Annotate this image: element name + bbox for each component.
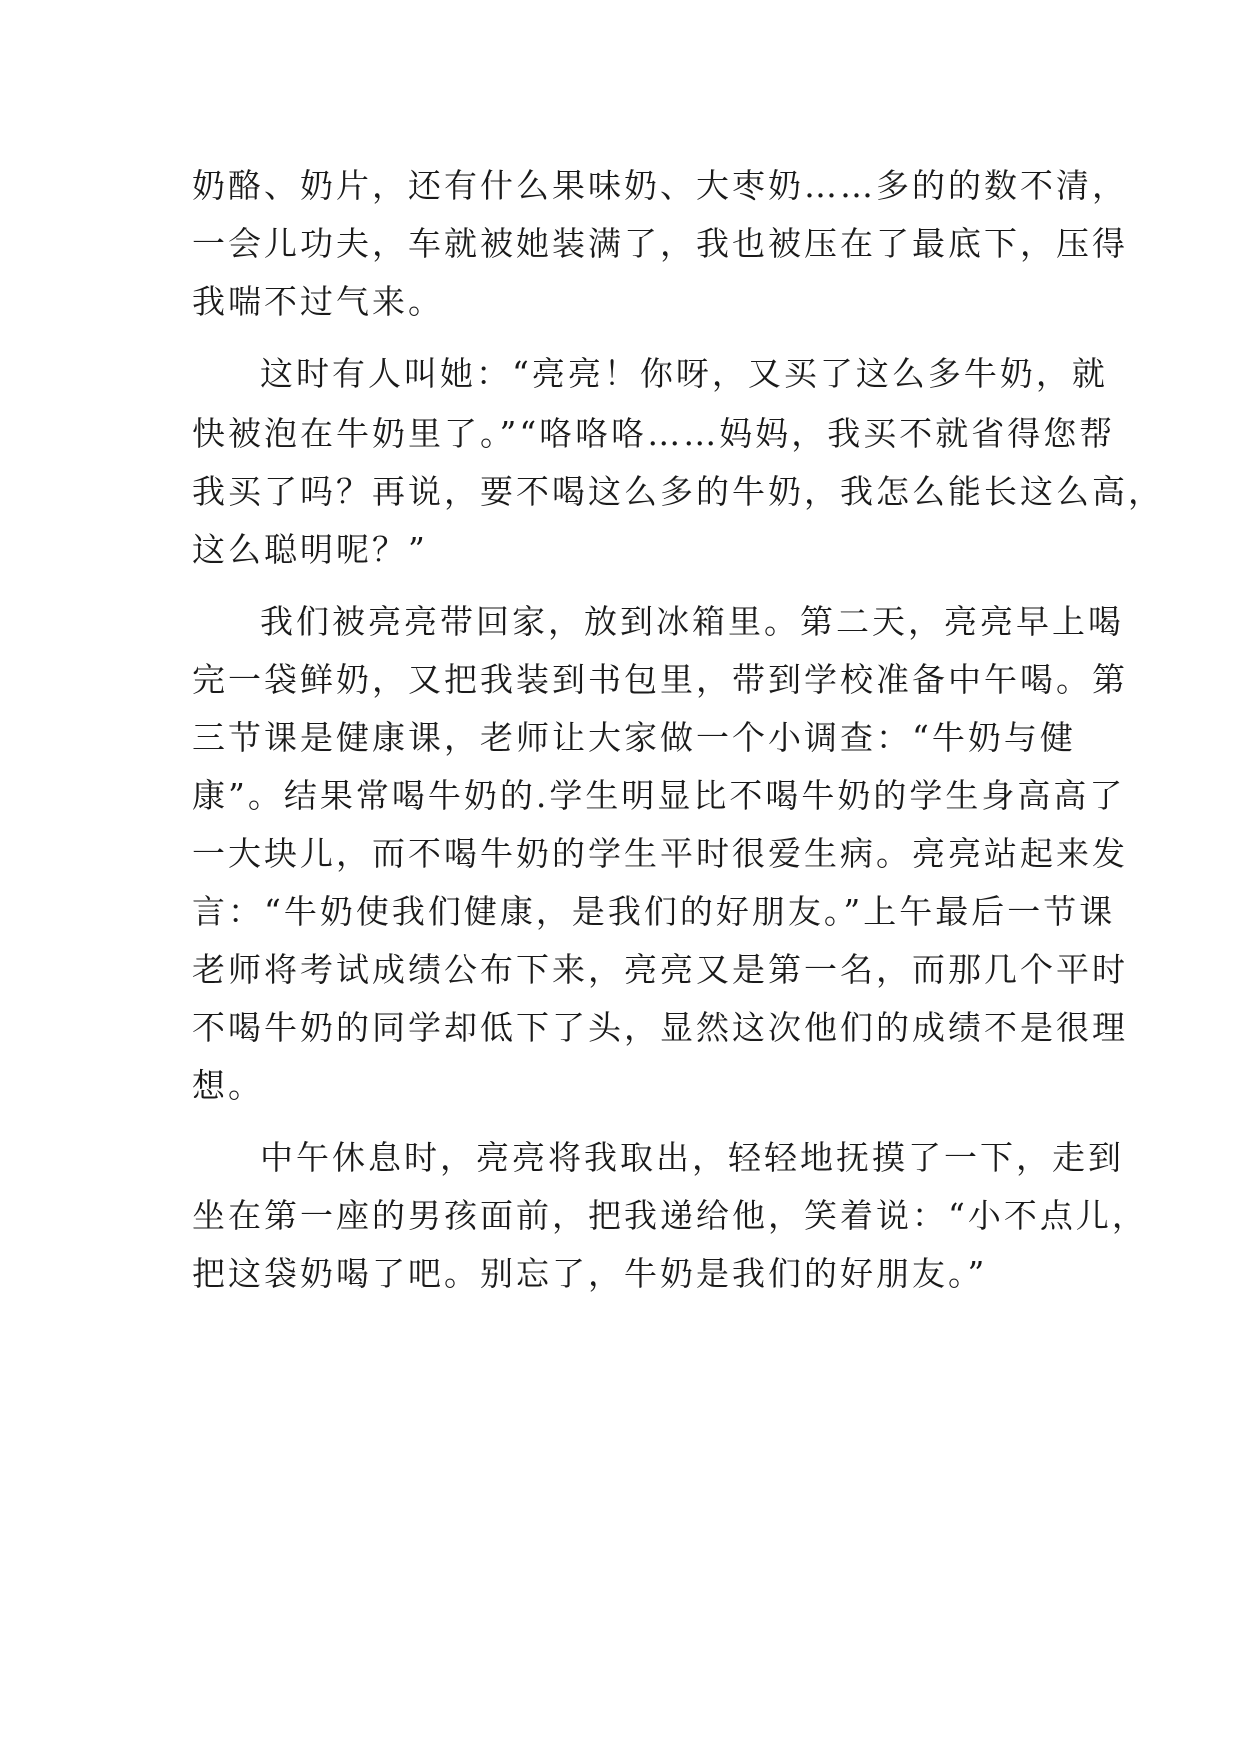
text-line: 老师将考试成绩公布下来，亮亮又是第一名，而那几个平时 [192,950,1128,989]
text-line: 我喘不过气来。 [192,282,444,321]
text-line: 我买了吗？再说，要不喝这么多的牛奶，我怎么能长这么高， [192,472,1164,511]
text-line: 一会儿功夫，车就被她装满了，我也被压在了最底下，压得 [192,224,1128,263]
text-line: 不喝牛奶的同学却低下了头，显然这次他们的成绩不是很理 [192,1008,1128,1047]
paragraph-start-line: 中午休息时，亮亮将我取出，轻轻地抚摸了一下，走到 [260,1138,1124,1177]
text-line: 快被泡在牛奶里了。”“咯咯咯……妈妈，我买不就省得您帮 [192,414,1116,453]
text-line: 这么聪明呢？” [192,530,428,569]
text-line: 康”。结果常喝牛奶的.学生明显比不喝牛奶的学生身高高了 [192,776,1126,815]
text-line: 把这袋奶喝了吧。别忘了，牛奶是我们的好朋友。” [192,1254,988,1293]
text-line: 言：“牛奶使我们健康，是我们的好朋友。”上午最后一节课 [192,892,1116,931]
text-line: 一大块儿，而不喝牛奶的学生平时很爱生病。亮亮站起来发 [192,834,1128,873]
text-line: 想。 [192,1066,264,1105]
paragraph-start-line: 我们被亮亮带回家，放到冰箱里。第二天，亮亮早上喝 [260,602,1124,641]
paragraph-start-line: 这时有人叫她：“亮亮！你呀，又买了这么多牛奶，就 [260,354,1108,393]
text-line: 完一袋鲜奶，又把我装到书包里，带到学校准备中午喝。第 [192,660,1128,699]
text-line: 坐在第一座的男孩面前，把我递给他，笑着说：“小不点儿， [192,1196,1148,1235]
text-line: 三节课是健康课，老师让大家做一个小调查：“牛奶与健 [192,718,1076,757]
text-line: 奶酪、奶片，还有什么果味奶、大枣奶……多的的数不清， [192,166,1128,205]
